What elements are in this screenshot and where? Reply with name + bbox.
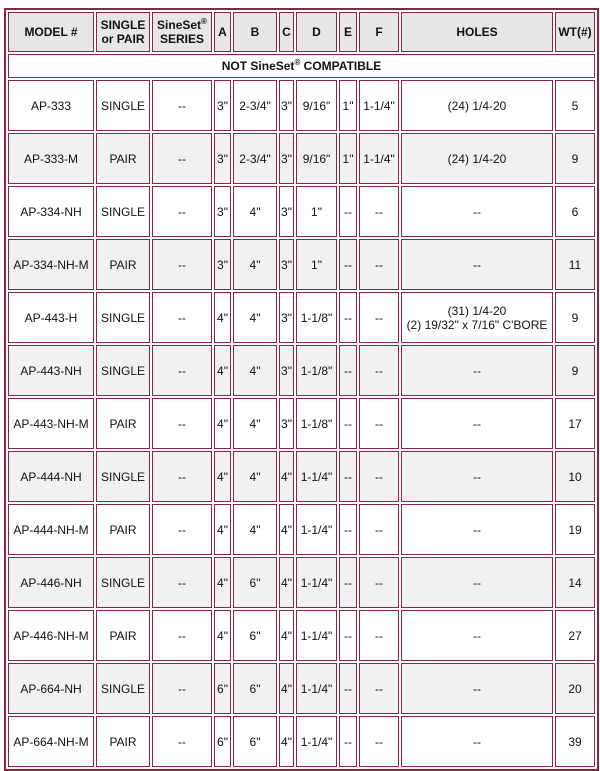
cell-d: 1-1/4" [296,716,337,767]
table-row [8,451,595,502]
cell-wt: 10 [555,451,595,502]
cell-a: 4" [214,398,231,449]
header-single-or-pair [96,12,150,52]
cell-sineset-series: -- [152,292,212,343]
cell-b: 2-3/4" [233,80,277,131]
cell-c: 3" [279,80,294,131]
header-single-line2: or PAIR [101,32,145,46]
cell-model: AP-446-NH [8,557,94,608]
cell-b: 4" [233,239,277,290]
cell-single-or-pair: SINGLE [96,80,150,131]
cell-c: 4" [279,557,294,608]
holes-line1: -- [473,575,481,590]
header-model-label: MODEL # [24,25,78,39]
table-row [8,663,595,714]
cell-b: 4" [233,504,277,555]
cell-c: 4" [279,716,294,767]
cell-d: 1-1/8" [296,398,337,449]
cell-b: 6" [233,716,277,767]
cell-holes [401,80,553,131]
cell-a: 4" [214,504,231,555]
cell-c: 3" [279,398,294,449]
cell-f: -- [359,451,399,502]
cell-model: AP-333-M [8,133,94,184]
cell-model: AP-664-NH [8,663,94,714]
cell-f: -- [359,292,399,343]
cell-f: -- [359,186,399,237]
cell-e: -- [339,239,357,290]
cell-wt: 20 [555,663,595,714]
cell-model: AP-443-H [8,292,94,343]
cell-single-or-pair: PAIR [96,398,150,449]
cell-wt: 39 [555,716,595,767]
table-row [8,133,595,184]
cell-wt: 14 [555,557,595,608]
cell-c: 3" [279,292,294,343]
cell-b: 6" [233,610,277,661]
cell-holes [401,133,553,184]
cell-d: 1-1/8" [296,292,337,343]
cell-single-or-pair: SINGLE [96,451,150,502]
cell-c: 3" [279,345,294,396]
header-holes [401,12,553,52]
cell-e: -- [339,451,357,502]
holes-line1: -- [473,204,481,219]
cell-holes [401,716,553,767]
table-row [8,80,595,131]
registered-mark: ® [294,58,301,67]
header-wt-label: WT(#) [558,25,592,39]
cell-d: 1" [296,186,337,237]
cell-wt: 9 [555,133,595,184]
cell-sineset-series: -- [152,610,212,661]
cell-a: 6" [214,716,231,767]
cell-d: 9/16" [296,133,337,184]
cell-a: 4" [214,292,231,343]
cell-b: 4" [233,398,277,449]
cell-c: 4" [279,504,294,555]
cell-f: -- [359,557,399,608]
holes-line1: -- [473,628,481,643]
header-sineset-line2: SERIES [159,32,204,46]
table-row [8,504,595,555]
holes-line1: -- [473,363,481,378]
cell-single-or-pair: PAIR [96,133,150,184]
cell-sineset-series: -- [152,345,212,396]
cell-c: 4" [279,663,294,714]
section-title-suffix: COMPATIBLE [300,59,382,73]
cell-model: AP-334-NH-M [8,239,94,290]
cell-a: 3" [214,239,231,290]
header-e-label: E [343,25,352,39]
cell-a: 3" [214,80,231,131]
header-wt [555,12,595,52]
cell-holes [401,663,553,714]
table-row [8,345,595,396]
holes-line1: -- [473,469,481,484]
cell-f: -- [359,239,399,290]
cell-d: 1-1/4" [296,610,337,661]
cell-single-or-pair: SINGLE [96,345,150,396]
cell-b: 6" [233,663,277,714]
cell-d: 1-1/4" [296,504,337,555]
table-row [8,610,595,661]
cell-single-or-pair: SINGLE [96,292,150,343]
holes-line1: -- [473,681,481,696]
holes-line1: -- [473,416,481,431]
header-e [339,12,357,52]
cell-sineset-series: -- [152,557,212,608]
cell-f: -- [359,663,399,714]
header-model [8,12,94,52]
cell-wt: 5 [555,80,595,131]
holes-line2: (2) 19/32" x 7/16" C'BORE [406,317,548,332]
cell-wt: 6 [555,186,595,237]
cell-wt: 27 [555,610,595,661]
header-row [8,12,595,52]
cell-model: AP-443-NH [8,345,94,396]
cell-f: -- [359,504,399,555]
cell-f: -- [359,610,399,661]
table-row [8,398,595,449]
cell-f: -- [359,398,399,449]
cell-single-or-pair: PAIR [96,610,150,661]
cell-sineset-series: -- [152,133,212,184]
header-sineset-series [152,12,212,52]
header-a [214,12,231,52]
cell-single-or-pair: SINGLE [96,186,150,237]
holes-line1: (24) 1/4-20 [447,98,507,113]
cell-sineset-series: -- [152,716,212,767]
cell-holes [401,345,553,396]
header-b-label: B [250,25,260,39]
cell-a: 4" [214,610,231,661]
table-row [8,716,595,767]
cell-holes [401,239,553,290]
cell-sineset-series: -- [152,80,212,131]
cell-a: 3" [214,133,231,184]
cell-f: 1-1/4" [359,133,399,184]
cell-sineset-series: -- [152,504,212,555]
cell-a: 4" [214,451,231,502]
header-a-label: A [218,25,227,39]
cell-e: -- [339,186,357,237]
cell-single-or-pair: SINGLE [96,557,150,608]
cell-sineset-series: -- [152,451,212,502]
cell-b: 4" [233,292,277,343]
cell-c: 4" [279,451,294,502]
table-row [8,292,595,343]
cell-c: 4" [279,610,294,661]
cell-holes [401,292,553,343]
cell-d: 1-1/4" [296,451,337,502]
holes-line1: -- [473,257,481,272]
header-sineset-line1: SineSet [157,18,202,32]
cell-sineset-series: -- [152,239,212,290]
cell-d: 1" [296,239,337,290]
header-f-label: F [375,25,383,39]
header-c-label: C [282,25,291,39]
header-f [359,12,399,52]
cell-c: 3" [279,186,294,237]
cell-sineset-series: -- [152,398,212,449]
holes-line1: -- [473,522,481,537]
cell-holes [401,557,553,608]
cell-model: AP-444-NH [8,451,94,502]
cell-wt: 9 [555,345,595,396]
section-row [8,54,595,78]
cell-a: 4" [214,557,231,608]
cell-e: -- [339,345,357,396]
cell-wt: 19 [555,504,595,555]
table-row [8,557,595,608]
section-title [8,54,595,78]
header-c [279,12,294,52]
cell-model: AP-444-NH-M [8,504,94,555]
cell-b: 2-3/4" [233,133,277,184]
cell-e: -- [339,663,357,714]
cell-a: 6" [214,663,231,714]
spec-table [4,8,599,771]
cell-model: AP-334-NH [8,186,94,237]
header-single-line1: SINGLE [100,18,146,32]
cell-e: 1" [339,80,357,131]
cell-c: 3" [279,239,294,290]
cell-e: -- [339,504,357,555]
cell-d: 1-1/4" [296,663,337,714]
cell-model: AP-333 [8,80,94,131]
cell-holes [401,186,553,237]
cell-single-or-pair: SINGLE [96,663,150,714]
cell-holes [401,398,553,449]
header-d-label: D [312,25,321,39]
cell-d: 1-1/8" [296,345,337,396]
cell-e: -- [339,398,357,449]
holes-line1: (24) 1/4-20 [447,151,507,166]
table-row [8,186,595,237]
cell-b: 4" [233,345,277,396]
cell-single-or-pair: PAIR [96,716,150,767]
header-holes-label: HOLES [456,25,498,39]
cell-f: -- [359,345,399,396]
cell-sineset-series: -- [152,663,212,714]
cell-model: AP-443-NH-M [8,398,94,449]
cell-wt: 11 [555,239,595,290]
registered-mark: ® [201,17,207,26]
cell-e: -- [339,716,357,767]
cell-a: 4" [214,345,231,396]
cell-holes [401,451,553,502]
cell-sineset-series: -- [152,186,212,237]
holes-line1: (31) 1/4-20 [447,303,507,318]
cell-model: AP-446-NH-M [8,610,94,661]
cell-b: 6" [233,557,277,608]
table-row [8,239,595,290]
cell-e: -- [339,557,357,608]
cell-wt: 17 [555,398,595,449]
cell-e: -- [339,292,357,343]
cell-d: 1-1/4" [296,557,337,608]
cell-holes [401,610,553,661]
cell-f: -- [359,716,399,767]
cell-a: 3" [214,186,231,237]
cell-b: 4" [233,451,277,502]
cell-d: 9/16" [296,80,337,131]
cell-holes [401,504,553,555]
cell-single-or-pair: PAIR [96,504,150,555]
section-title-prefix: NOT SineSet [221,59,295,73]
cell-model: AP-664-NH-M [8,716,94,767]
holes-line1: -- [473,734,481,749]
header-d [296,12,337,52]
cell-single-or-pair: PAIR [96,239,150,290]
cell-wt: 9 [555,292,595,343]
cell-f: 1-1/4" [359,80,399,131]
header-b [233,12,277,52]
cell-c: 3" [279,133,294,184]
cell-e: 1" [339,133,357,184]
cell-b: 4" [233,186,277,237]
cell-e: -- [339,610,357,661]
